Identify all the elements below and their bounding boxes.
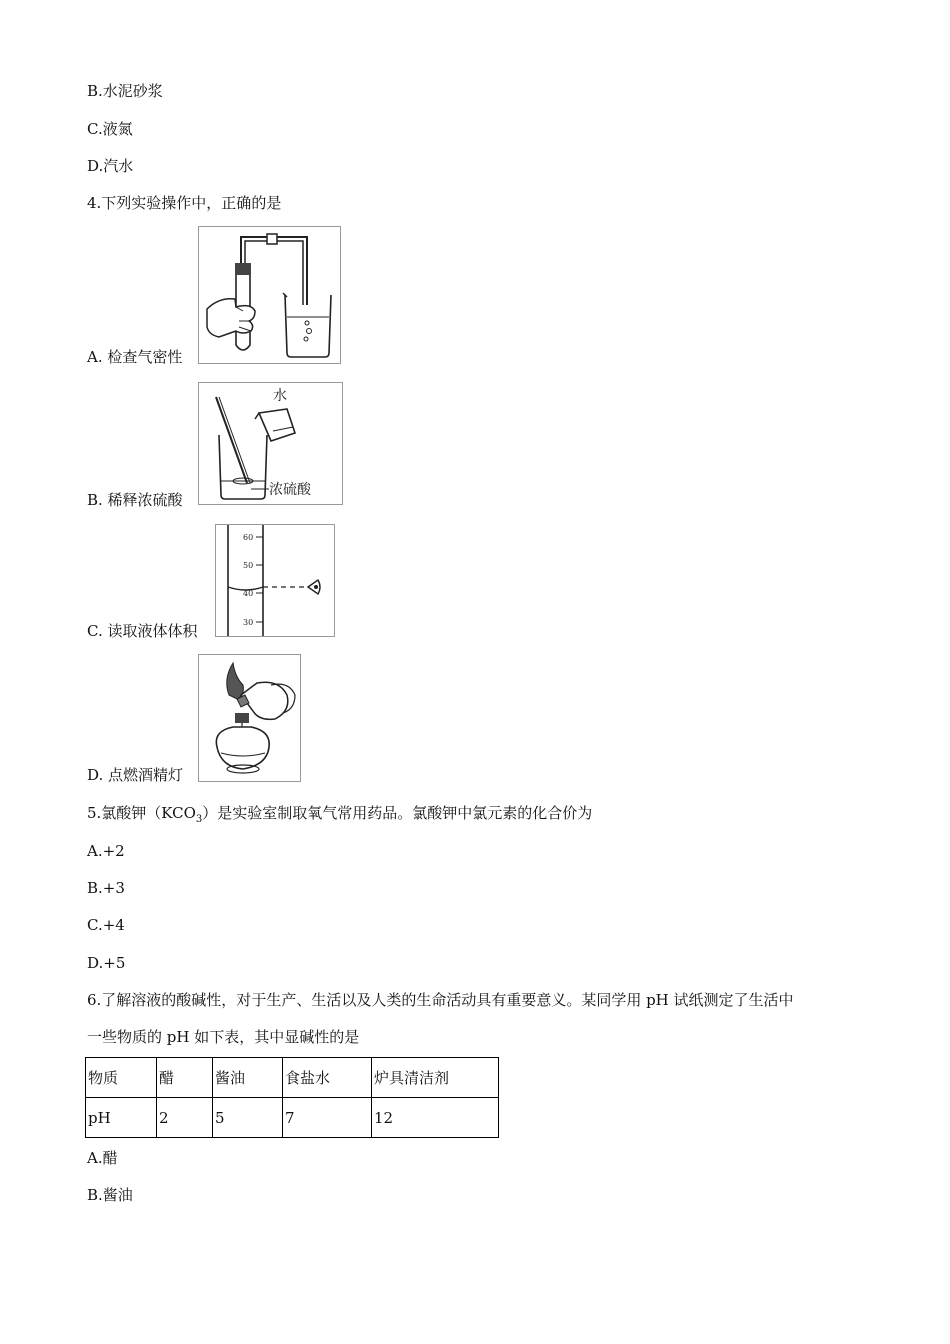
q4-option-b-label: B. 稀释浓硫酸	[87, 491, 183, 509]
q4-option-a-label: A. 检查气密性	[87, 348, 183, 366]
table-row	[86, 1098, 499, 1138]
table-cell: 12	[372, 1098, 499, 1138]
alcohol-lamp-figure	[198, 654, 301, 782]
tick-30: 30	[243, 618, 254, 627]
table-cell: 2	[157, 1098, 213, 1138]
table-cell: 酱油	[213, 1058, 283, 1098]
concentrated-acid-label: 浓硫酸	[269, 482, 311, 498]
tick-60: 60	[243, 533, 254, 542]
read-volume-figure	[215, 524, 335, 637]
table-cell: 物质	[86, 1058, 157, 1098]
table-cell: 7	[283, 1098, 372, 1138]
q4-option-c-label: C. 读取液体体积	[87, 622, 198, 640]
q6-option-b: B.酱油	[87, 1186, 133, 1204]
ph-table	[85, 1057, 499, 1138]
airtightness-check-figure	[198, 226, 341, 364]
q6-option-a: A.醋	[87, 1149, 118, 1167]
dilute-sulfuric-acid-figure	[198, 382, 343, 505]
table-cell: 醋	[157, 1058, 213, 1098]
q6-stem-line1: 6.了解溶液的酸碱性，对于生产、生活以及人类的生命活动具有重要意义。某同学用 pH 试纸测定了生活中	[87, 991, 794, 1009]
water-label: 水	[273, 388, 287, 404]
table-row	[86, 1058, 499, 1098]
q4-stem: 4.下列实验操作中，正确的是	[87, 194, 282, 212]
q4-option-d-label: D. 点燃酒精灯	[87, 766, 184, 784]
table-cell: 5	[213, 1098, 283, 1138]
q3-option-c: C.液氮	[87, 120, 133, 138]
tick-40: 40	[243, 589, 254, 598]
q5-option-a: A.+2	[87, 842, 125, 860]
q6-stem-line2: 一些物质的 pH 如下表，其中显碱性的是	[87, 1028, 360, 1046]
tick-50: 50	[243, 561, 254, 570]
table-cell: pH	[86, 1098, 157, 1138]
q5-option-c: C.+4	[87, 916, 125, 934]
q3-option-b: B.水泥砂浆	[87, 82, 163, 100]
q5-stem: 5.氯酸钾$(KCO_3)$是实验室制取氧气常用药品。氯酸钾中氯元素的化合价为	[87, 804, 593, 825]
table-cell: 炉具清洁剂	[372, 1058, 499, 1098]
table-cell: 食盐水	[283, 1058, 372, 1098]
q5-option-d: D.+5	[87, 954, 126, 972]
q5-option-b: B.+3	[87, 879, 125, 897]
q3-option-d: D.汽水	[87, 157, 134, 175]
